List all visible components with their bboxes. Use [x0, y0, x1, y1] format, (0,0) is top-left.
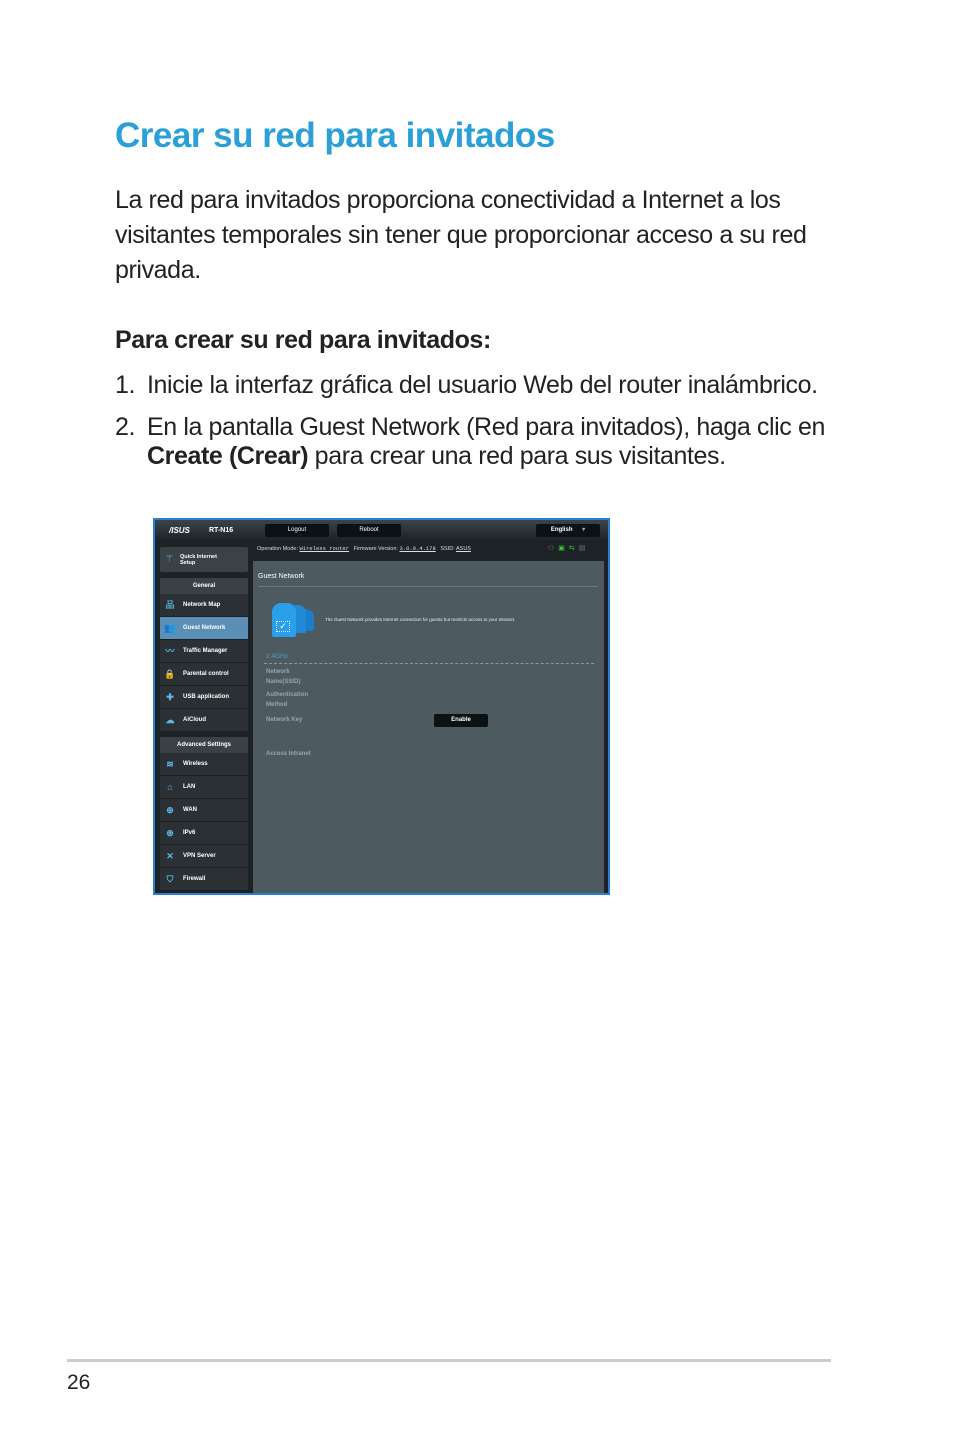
sidebar-item-usb-application[interactable] — [160, 686, 248, 709]
sidebar-item-wireless[interactable] — [160, 753, 248, 776]
ssid-label: SSID: — [440, 546, 455, 552]
sidebar-item-guest-network[interactable] — [160, 617, 248, 640]
status-icons — [548, 544, 589, 552]
fw-label: Firmware Version: — [353, 546, 398, 552]
create-label: Create (Crear) — [147, 442, 309, 470]
panel-description: The Guest Network provides Internet connection for guests but restricts access to your Intranet. — [325, 617, 516, 622]
general-menu — [160, 578, 248, 732]
divider — [258, 586, 598, 587]
reboot-button[interactable]: Reboot — [337, 524, 401, 537]
guest-network-illustration — [270, 601, 318, 637]
ssid-link[interactable]: ASUS — [455, 546, 471, 552]
advanced-header: Advanced Settings — [160, 737, 248, 753]
usb-icon[interactable]: ⇆ — [568, 545, 579, 552]
intro-paragraph: La red para invitados proporciona conectividad a Internet a los visitantes temporales sin tener que proporcionar acceso a su red privada. — [115, 186, 807, 284]
status-line — [257, 545, 471, 552]
step-text — [147, 413, 855, 471]
sidebar-item-parental-control[interactable] — [160, 663, 248, 686]
sidebar-item-label: Network Map — [183, 602, 221, 608]
access-intranet-label: Access Intranet — [266, 751, 311, 757]
home-icon: ⌂ — [167, 782, 173, 792]
language-select[interactable] — [536, 524, 600, 537]
quick-setup-label: Quick Internet Setup — [179, 553, 217, 566]
model-name: RT-N16 — [209, 527, 234, 534]
step-text-part: En la pantalla Guest Network (Red para invitados), haga clic en — [147, 413, 825, 441]
sidebar-item-label: IPv6 — [183, 830, 196, 836]
band-divider — [264, 663, 594, 664]
wireless-icon: ≋ — [166, 759, 174, 769]
advanced-menu — [160, 737, 248, 891]
sidebar-item-traffic-manager[interactable] — [160, 640, 248, 663]
section-heading: Para crear su red para invitados: — [115, 326, 491, 354]
chevron-down-icon: ▾ — [582, 527, 586, 533]
network-map-icon: 品 — [165, 600, 175, 610]
sidebar-item-network-map[interactable] — [160, 594, 248, 617]
sidebar-item-aicloud[interactable] — [160, 709, 248, 732]
language-value: English — [550, 527, 573, 533]
step-2 — [115, 413, 855, 471]
sidebar-item-label: Parental control — [183, 671, 229, 677]
shield-icon: ⛉ — [166, 874, 174, 884]
footer-rule — [67, 1359, 831, 1362]
band-label: 2.4GHz — [266, 653, 289, 660]
internet-icon[interactable]: ▣ — [558, 545, 569, 552]
sidebar-item-ipv6[interactable] — [160, 822, 248, 845]
sidebar-item-label: Wireless — [183, 761, 208, 767]
fw-link[interactable]: 3.0.0.4.178 — [399, 545, 436, 552]
magic-wand-icon: ⚚ — [165, 554, 174, 565]
sidebar-item-lan[interactable] — [160, 776, 248, 799]
sidebar-item-firewall[interactable] — [160, 868, 248, 891]
globe-icon: ⊕ — [166, 805, 174, 815]
auth-method-label: Authentication Method — [266, 692, 308, 708]
guest-network-icon: 👥 — [164, 623, 176, 633]
sidebar-item-wan[interactable] — [160, 799, 248, 822]
step-text-part: para crear una red para sus visitantes. — [308, 442, 726, 470]
sidebar-item-label: LAN — [183, 784, 196, 790]
network-key-label: Network Key — [266, 717, 303, 723]
step-number: 1. — [115, 371, 136, 399]
sidebar-item-label: VPN Server — [183, 853, 216, 859]
op-mode-link[interactable]: Wireless router — [299, 545, 350, 552]
sidebar-item-label: AiCloud — [183, 717, 206, 723]
network-name-label: Network Name(SSID) — [266, 669, 301, 685]
top-bar — [155, 520, 608, 542]
step-text: Inicie la interfaz gráfica del usuario Web del router inalámbrico. — [147, 371, 818, 399]
sidebar-item-vpn-server[interactable] — [160, 845, 248, 868]
sidebar-item-label: USB application — [183, 694, 230, 700]
step-number: 2. — [115, 413, 136, 441]
page-title: Crear su red para invitados — [115, 116, 555, 155]
quick-setup-button[interactable] — [160, 547, 248, 572]
printer-icon[interactable]: ▤ — [578, 545, 590, 552]
sidebar-item-label: Traffic Manager — [183, 648, 228, 654]
checkmark-icon: ✓ — [276, 621, 290, 632]
clients-icon[interactable]: ⚇ — [548, 545, 559, 552]
puzzle-icon: ✚ — [166, 692, 174, 702]
op-mode-label: Operation Mode: — [257, 546, 298, 552]
asus-logo: /ISUS — [169, 526, 190, 535]
logout-button[interactable]: Logout — [265, 524, 329, 537]
step-1 — [115, 371, 855, 400]
enable-button[interactable]: Enable — [434, 714, 488, 727]
general-header: General — [160, 578, 248, 594]
guest-network-panel — [253, 561, 604, 895]
traffic-manager-icon: 〰 — [165, 646, 175, 656]
sidebar-item-label: Firewall — [183, 876, 206, 882]
panel-title: Guest Network — [258, 573, 305, 580]
sidebar-item-label: Guest Network — [183, 625, 226, 631]
sidebar-item-label: WAN — [183, 807, 197, 813]
ipv6-globe-icon: ⊛ — [166, 828, 174, 838]
lock-icon: 🔒 — [164, 669, 176, 679]
cloud-icon: ☁ — [165, 715, 175, 725]
vpn-icon: ✕ — [166, 851, 174, 861]
router-screenshot — [153, 518, 610, 895]
page-number: 26 — [67, 1371, 91, 1394]
